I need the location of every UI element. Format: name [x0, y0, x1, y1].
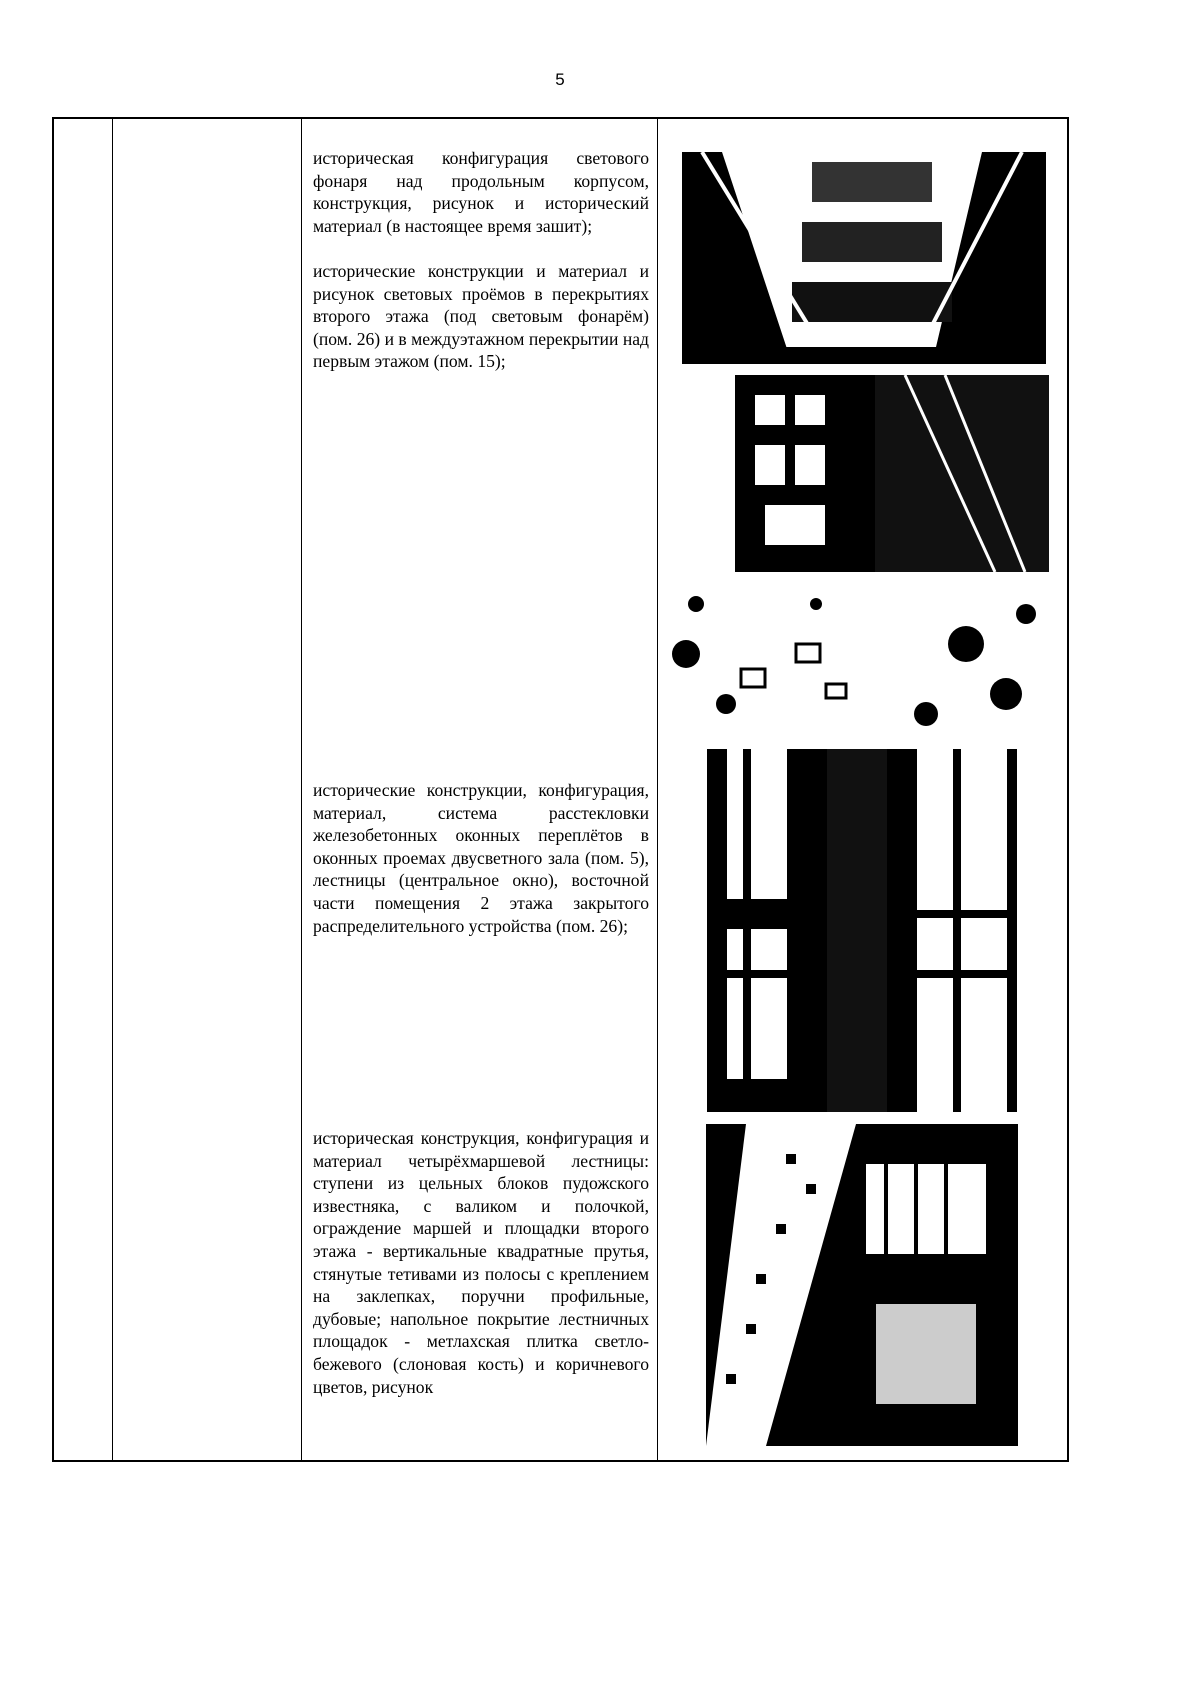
- skylight-photo: [682, 152, 1046, 364]
- column-divider: [657, 119, 658, 1460]
- entry-light-openings-text: исторические конструкции и материал и рисунок световых проёмов в перекрытиях второго этажа (под световым фонарём) (пом. 26) и в междуэтажном перекрытии над первым этажом (пом. 15);: [313, 261, 649, 372]
- entry-staircase-text: историческая конструкция, конфигурация и материал четырёхмаршевой лестницы: ступени из цельных блоков пудожского известняка, с валиком и полочкой, ограждение маршей и площадки второго этажа - вертикальные квадратные прутья, стянутые тетивами из полосы с креплением на заклепках, поручни профильные, дубовые; напольное покрытие лестничных площадок - метлахская плитка светло-бежевого (слоновая кость) и коричневого цветов, рисунок: [313, 1128, 649, 1397]
- light-opening-photo: [675, 375, 1049, 572]
- entry-window-frames-text: исторические конструкции, конфигурация, материал, система расстекловки железобетонных оконных переплётов в оконных проемах двусветного зала (пом. 5), лестницы (центральное окно), восточной части помещения 2 этажа закрытого распределительного устройства (пом. 26);: [313, 780, 649, 936]
- window-frames-photo: [707, 749, 1017, 1112]
- floor-opening-photo: [666, 584, 1047, 737]
- entry-skylight-text: историческая конфигурация светового фонаря над продольным корпусом, конструкция, рисунок и исторический материал (в настоящее время зашит);: [313, 148, 649, 236]
- page-number: 5: [555, 70, 565, 89]
- column-divider: [112, 119, 113, 1460]
- monument-subject-table: [52, 117, 1069, 1462]
- column-divider: [301, 119, 302, 1460]
- staircase-photo: [706, 1124, 1018, 1446]
